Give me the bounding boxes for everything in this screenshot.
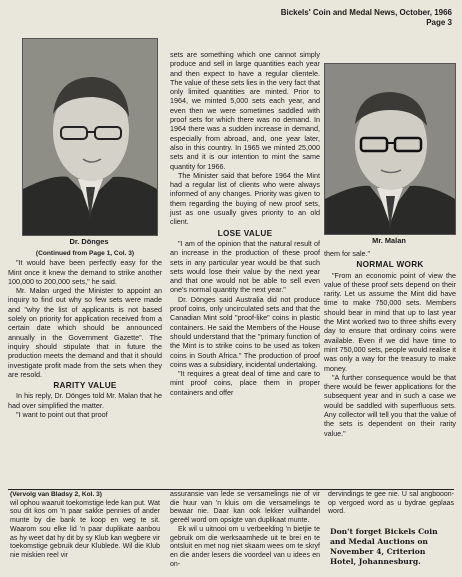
article-paragraph: sets are something which one cannot simply produce and sell in large quantities each year and then expect to have a regular clientele. The value of these sets lies in the very fact that only limited quantities are minted. Prior to 1964, we minted 5,000 sets each year, and even then we were sometimes saddled with proof sets for which there was no demand. In 1964 there was a sudden increase in demand, especially from abroad, and, one year later, also in this country. In 1965 we minted 25,000 sets and it is our intention to mint the same quantity for 1966. [170, 50, 320, 171]
article-column-1 [8, 249, 162, 419]
header-publication: Bickels' Coin and Medal News, October, 1966 [280, 8, 452, 17]
article-paragraph: "I want to point out that proof [16, 410, 108, 420]
photo-donges [22, 38, 158, 236]
article-paragraph: The Minister said that before 1964 the Mint had a regular list of clients who were always informed of any changes. Priority was given to them regarding the buying of new proof sets, just as one usually gives priority to an old client. [170, 170, 320, 227]
portrait-malan-image [325, 64, 455, 234]
continued-from-label: (Continued from Page 1, Col. 3) [35, 250, 135, 257]
subhead-rarity-value: RARITY VALUE [53, 381, 117, 391]
article-column-2 [170, 50, 320, 397]
caption-donges: Dr. Dönges [69, 237, 109, 246]
afrikaans-paragraph: wil ophou waaruit toekomstige lede kan put. Wat sou dit kos om 'n paar sakke pennies of ander munte by die bank te koop en weg te sit. Waarom sou elke lid 'n paar duplikate aanbou as hy weet dat hy dit by sy Klub kan wegbere vir toekomstige gebruik deur Klublede. Wil die Klub nie miskien reel vir [10, 499, 160, 559]
article-paragraph: Dr. Dönges said Australia did not produce proof coins, only uncirculated sets and that the Canadian Mint sold "proof-like" coins in plastic containers. He said the Members of the House should understand that the "primary function of the Mint is to strike coins to be used as token coins in South Africa." The production of proof coins was a subsidiary, incidental undertaking. [170, 294, 320, 369]
continued-from-label-afrikaans: (Vervolg van Bladsy 2, Kol. 3) [10, 491, 102, 498]
subhead-lose-value: LOSE VALUE [217, 228, 273, 238]
article-paragraph: "I am of the opinion that the natural result of an increase in the production of these proof sets in any particular year would be that such sets would lose their value by the next year and that one would not be able to sell even one's normal quantity the next year." [170, 238, 320, 295]
afrikaans-paragraph: dervindings te gee nie. U sal angbooon-op vergoed word as u bydrae geplaas word. [328, 491, 454, 516]
afrikaans-column-3 [328, 491, 454, 517]
article-paragraph: Mr. Malan urged the Minister to appoint an inquiry to find out why so few sets were made and "why the list of applicants is not based solely on priority for application received from a certain date which should be announced annually in the Government Gazette". The inquiry should stipulate that in future the production meets the demand and that it should investigate profit made from the sets when they are resold. [8, 286, 162, 379]
caption-malan: Mr. Malan [372, 236, 406, 245]
page-header [281, 8, 452, 28]
portrait-donges-image [23, 39, 157, 235]
article-paragraph: In his reply, Dr. Dönges told Mr. Malan that he had over simplified the matter. [8, 391, 162, 410]
subhead-normal-work: NORMAL WORK [356, 260, 424, 270]
article-paragraph: "It requires a great deal of time and care to mint proof coins, place them in proper containers and offer [170, 369, 320, 397]
afrikaans-column-1 [10, 491, 160, 561]
article-paragraph: "A further consequence would be that there would be fewer applications for the subsequent year and in such a case we would be saddled with superfluous sets. Any collector will tell you that the value of the sets is dependent on their rarity value." [324, 372, 456, 438]
section-divider [8, 489, 454, 490]
auction-notice: Don't forget Bickels Coin and Medal Auctions on November 4, Criterion Hotel, Johannesburg. [330, 527, 438, 566]
afrikaans-paragraph: assuransie van lede se versamelings nie of vir die huur van 'n kluis om die versamelings te bewaar nie. Daar kan ook lekker vuilhandel gereël word om opsigte van duplikaat munte. [170, 491, 320, 525]
article-paragraph: "From an economic point of view the value of these proof sets depend on their rarity. Let us assume the Mint did have time to make 750,000 sets. Members should bear in mind that up to last year the Mint worked two to three shifts every day to ensure that ordinary coins were available. Even if we did have time to mint 750,000 sets, people would realise it was only a way for the treasury to make money. [324, 270, 456, 373]
article-paragraph: them for sale." [324, 249, 371, 258]
article-paragraph: "It would have been perfectly easy for the Mint once it knew the demand to strike another 100,000 to 200,000 sets," he said. [8, 258, 162, 286]
header-page-number: Page 3 [426, 18, 452, 27]
afrikaans-paragraph: Ek wil u uitnooi om u verbeelding 'n bietjie te gebruik om die werksaamhede uit te brei en te ontsluit en met nog niet skaam wees om te skryf en die ander lesers die voordeel van u idees en on- [170, 525, 320, 568]
article-column-3 [324, 249, 456, 438]
afrikaans-column-2 [170, 491, 320, 569]
photo-malan [324, 63, 456, 235]
